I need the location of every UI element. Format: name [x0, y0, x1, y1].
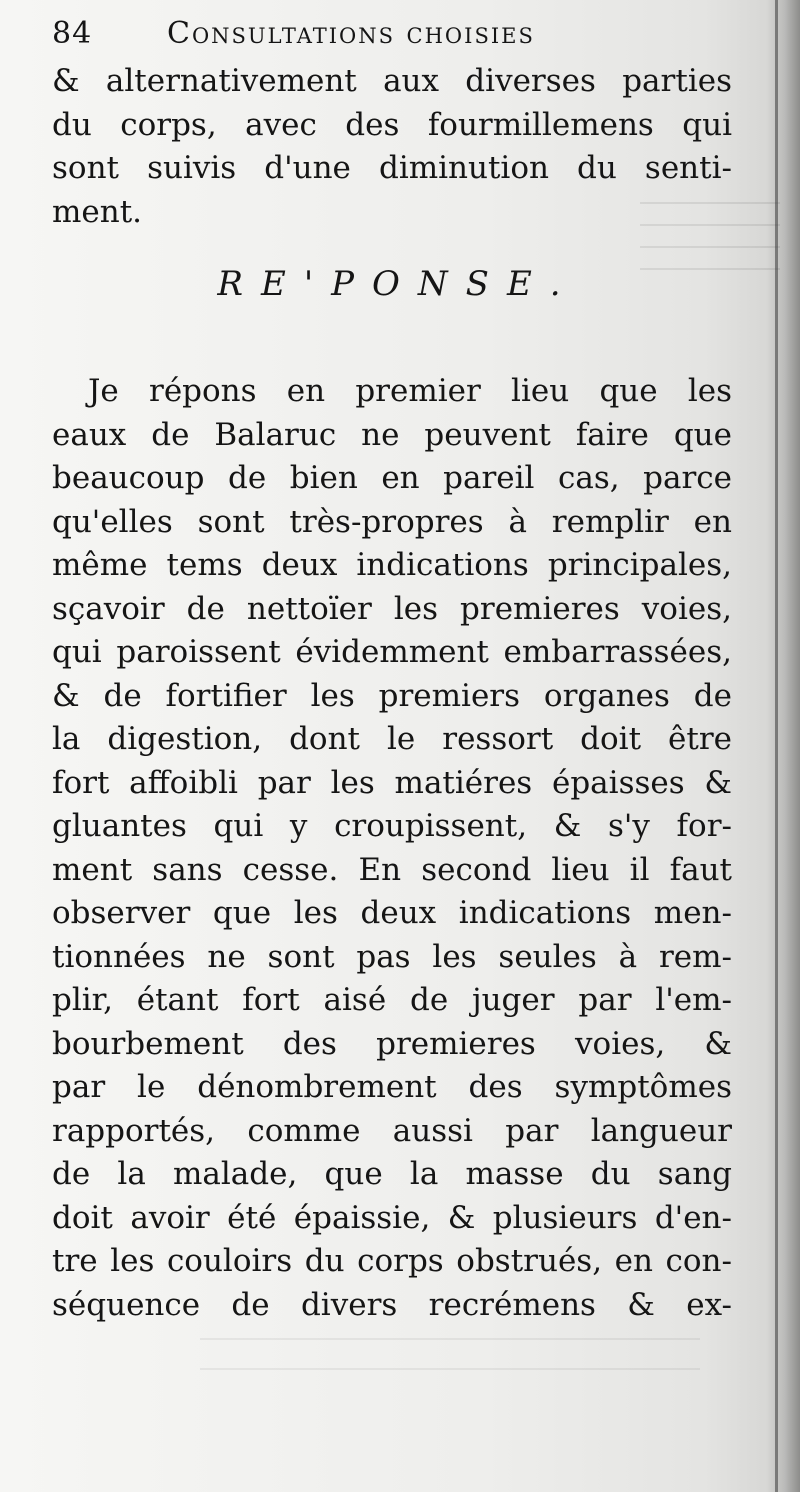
- text-line: rapportés, comme aussi par langueur: [52, 1112, 732, 1149]
- page-number: 84: [52, 16, 93, 51]
- section-heading: RE'PONSE.: [217, 264, 579, 304]
- text-line: ment sans cesse. En second lieu il faut: [52, 851, 732, 888]
- text-line: bourbement des premieres voies, &: [52, 1025, 732, 1062]
- text-line: du corps, avec des fourmillemens qui: [52, 106, 732, 143]
- running-head: Consultations choisies: [167, 16, 535, 51]
- text-line: qu'elles sont très-propres à remplir en: [52, 503, 732, 540]
- text-line: observer que les deux indications men-: [52, 895, 732, 931]
- text-line: tre les couloirs du corps obstrués, en con-: [52, 1243, 732, 1279]
- text-line: sont suivis d'une diminution du senti-: [52, 150, 732, 186]
- page-edge-shadow: [766, 0, 800, 1492]
- paragraph-response: [52, 370, 732, 1327]
- text-line: tionnées ne sont pas les seules à rem-: [52, 938, 732, 975]
- text-line: sçavoir de nettoïer les premieres voies,: [52, 590, 732, 627]
- text-line: qui paroissent évidemment embarrassées,: [52, 634, 732, 670]
- text-line: beaucoup de bien en pareil cas, parce: [52, 460, 732, 496]
- text-line: même tems deux indications principales,: [52, 547, 732, 583]
- text-line: & alternativement aux diverses parties: [52, 63, 732, 99]
- text-line: la digestion, dont le ressort doit être: [52, 721, 732, 757]
- page-header: [52, 16, 732, 60]
- text-line: par le dénombrement des symptômes: [52, 1069, 732, 1105]
- text-line: fort affoibli par les matiéres épaisses &: [52, 764, 732, 801]
- text-line: gluantes qui y croupissent, & s'y for-: [52, 808, 732, 844]
- text-line: Je répons en premier lieu que les: [88, 373, 732, 409]
- text-line: doit avoir été épaissie, & plusieurs d'en-: [52, 1199, 732, 1236]
- paragraph-continuation: [52, 60, 732, 234]
- text-line: séquence de divers recrémens & ex-: [52, 1286, 732, 1323]
- text-line: & de fortifier les premiers organes de: [52, 677, 732, 714]
- page-text: [52, 16, 732, 1327]
- text-line: ment.: [52, 193, 143, 230]
- text-line: de la malade, que la masse du sang: [52, 1156, 732, 1192]
- text-line: plir, étant fort aisé de juger par l'em-: [52, 982, 732, 1018]
- page-edge: [775, 0, 778, 1492]
- text-line: eaux de Balaruc ne peuvent faire que: [52, 416, 732, 453]
